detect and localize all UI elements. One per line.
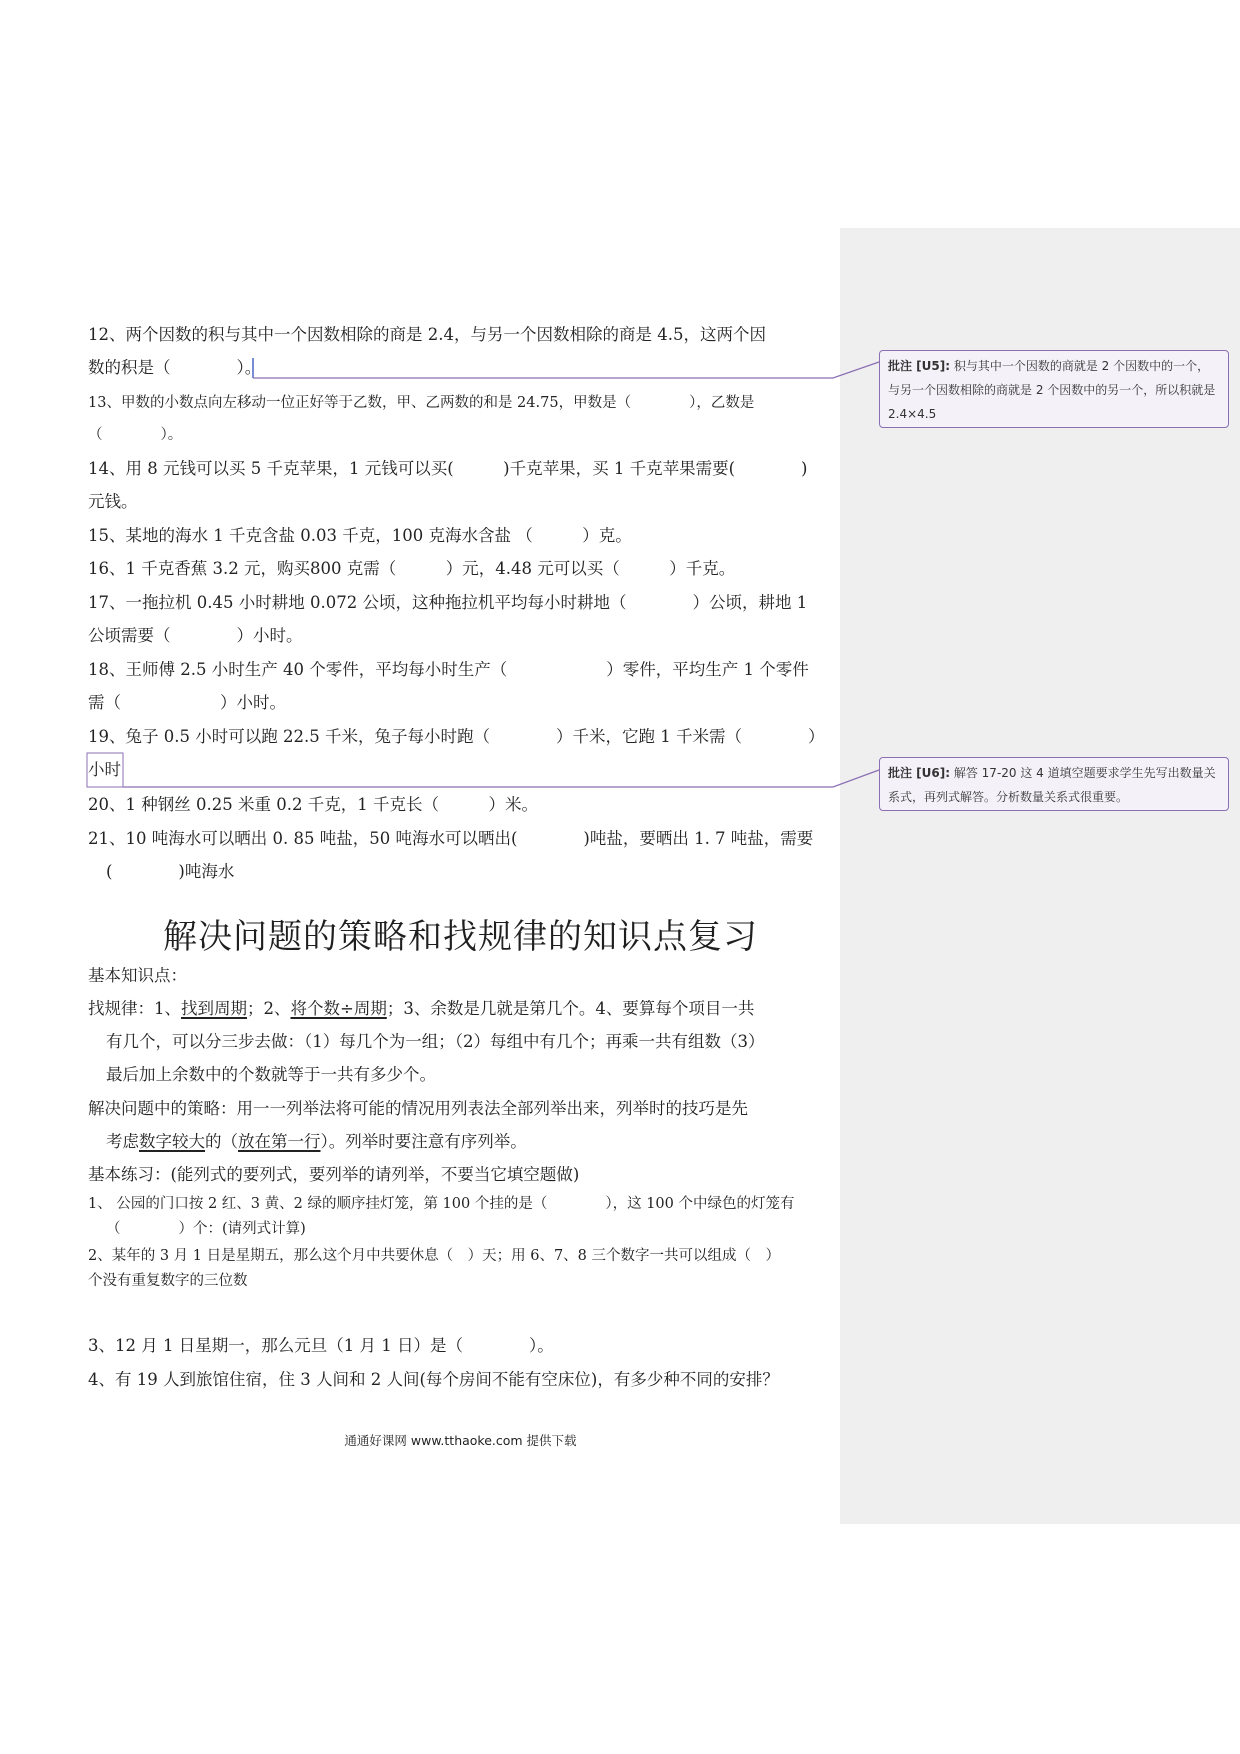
- strategy-underline-first-row: 放在第一行: [238, 1132, 321, 1151]
- practice-3: 3、12 月 1 日星期一，那么元旦（1 月 1 日）是（ ）。: [88, 1336, 554, 1355]
- comment-u5-tag: 批注 [U5]:: [888, 359, 951, 373]
- comment-u6-text: 解答 17-20 这 4 道填空题要求学生先写出数量关系式，再列式解答。分析数量关系式很重要。: [888, 766, 1216, 804]
- question-19-line-2: 小时: [88, 760, 121, 779]
- question-14-line-1: 14、用 8 元钱可以买 5 千克苹果，1 元钱可以买( )千克苹果，买 1 千克苹果需要( ): [88, 459, 808, 478]
- practice-1-line-2: （ ）个：(请列式计算): [106, 1221, 306, 1237]
- rule-line-3: 最后加上余数中的个数就等于一共有多少个。: [106, 1065, 436, 1084]
- basics-heading: 基本知识点：: [88, 966, 187, 985]
- question-15: 15、某地的海水 1 千克含盐 0.03 千克，100 克海水含盐 （ ）克。: [88, 526, 632, 545]
- question-18-line-2: 需（ ）小时。: [88, 693, 286, 712]
- practice-2-line-2: 个没有重复数字的三位数: [88, 1273, 248, 1289]
- rule-line-1: [88, 998, 833, 1020]
- question-21-line-2: ( )吨海水: [106, 862, 235, 881]
- practice-heading: 基本练习：(能列式的要列式，要列举的请列举，不要当它填空题做): [88, 1165, 580, 1184]
- question-13-line-2: （ ）。: [88, 427, 183, 443]
- comment-u6-tag: 批注 [U6]:: [888, 766, 951, 780]
- rule-prefix: 找规律：1、: [88, 999, 181, 1018]
- rule-line-2: 有几个，可以分三步去做：（1）每几个为一组；（2）每组中有几个；再乘一共有组数（3）: [106, 1032, 765, 1051]
- practice-2-line-1: 2、某年的 3 月 1 日是星期五，那么这个月中共要休息（ ）天；用 6、7、8 三个数字一共可以组成（ ）: [88, 1248, 781, 1264]
- rule-underline-divide: 将个数÷周期: [290, 999, 387, 1018]
- page-footer: 通通好课网 www.tthaoke.com 提供下载: [344, 1433, 577, 1448]
- question-17-line-1: 17、一拖拉机 0.45 小时耕地 0.072 公顷，这种拖拉机平均每小时耕地（ ）公顷，耕地 1: [88, 593, 808, 612]
- section-title: 解决问题的策略和找规律的知识点复习: [163, 917, 758, 957]
- comment-u6[interactable]: [879, 757, 1229, 811]
- question-18-line-1: 18、王师傅 2.5 小时生产 40 个零件，平均每小时生产（ ）零件，平均生产 1 个零件: [88, 660, 809, 679]
- rule-mid: ；2、: [247, 999, 291, 1018]
- question-19-line-1: 19、兔子 0.5 小时可以跑 22.5 千米，兔子每小时跑（ ）千米，它跑 1 千米需（ ）: [88, 727, 825, 746]
- question-17-line-2: 公顷需要（ ）小时。: [88, 626, 303, 645]
- question-12-line-2: 数的积是（ ）。: [88, 358, 262, 377]
- question-14-line-2: 元钱。: [88, 492, 138, 511]
- question-12-line-1: 12、两个因数的积与其中一个因数相除的商是 2.4，与另一个因数相除的商是 4.5，这两个因: [88, 325, 766, 344]
- question-20: 20、1 种钢丝 0.25 米重 0.2 千克，1 千克长（ ）米。: [88, 795, 538, 814]
- practice-4: 4、有 19 人到旅馆住宿，住 3 人间和 2 人间(每个房间不能有空床位)，有多少种不同的安排？: [88, 1370, 779, 1389]
- strategy-underline-large: 数字较大: [139, 1132, 205, 1151]
- strategy-post: ）。列举时要注意有序列举。: [320, 1132, 527, 1151]
- strategy-pre: 考虑: [106, 1132, 139, 1151]
- strategy-mid: 的（: [205, 1132, 238, 1151]
- question-21-line-1: 21、10 吨海水可以晒出 0. 85 吨盐，50 吨海水可以晒出( )吨盐，要晒出 1. 7 吨盐，需要: [88, 829, 814, 848]
- rule-rest: ；3、余数是几就是第几个。4、要算每个项目一共: [386, 999, 755, 1018]
- practice-1-line-1: 1、 公园的门口按 2 红、3 黄、2 绿的顺序挂灯笼，第 100 个挂的是（ ），这 100 个中绿色的灯笼有: [88, 1196, 795, 1212]
- strategy-line-1: 解决问题中的策略：用一一列举法将可能的情况用列表法全部列举出来，列举时的技巧是先: [88, 1099, 748, 1118]
- comment-u5-text: 积与其中一个因数的商就是 2 个因数中的一个，与另一个因数相除的商就是 2 个因数中的另一个，所以积就是 2.4×4.5: [888, 359, 1216, 421]
- strategy-line-2: [106, 1131, 851, 1153]
- question-13-line-1: 13、甲数的小数点向左移动一位正好等于乙数，甲、乙两数的和是 24.75，甲数是（ ），乙数是: [88, 395, 755, 411]
- rule-underline-period: 找到周期: [181, 999, 247, 1018]
- question-16: 16、1 千克香蕉 3.2 元，购买800 克需（ ）元，4.48 元可以买（ ）千克。: [88, 559, 736, 578]
- comment-u5[interactable]: [879, 350, 1229, 428]
